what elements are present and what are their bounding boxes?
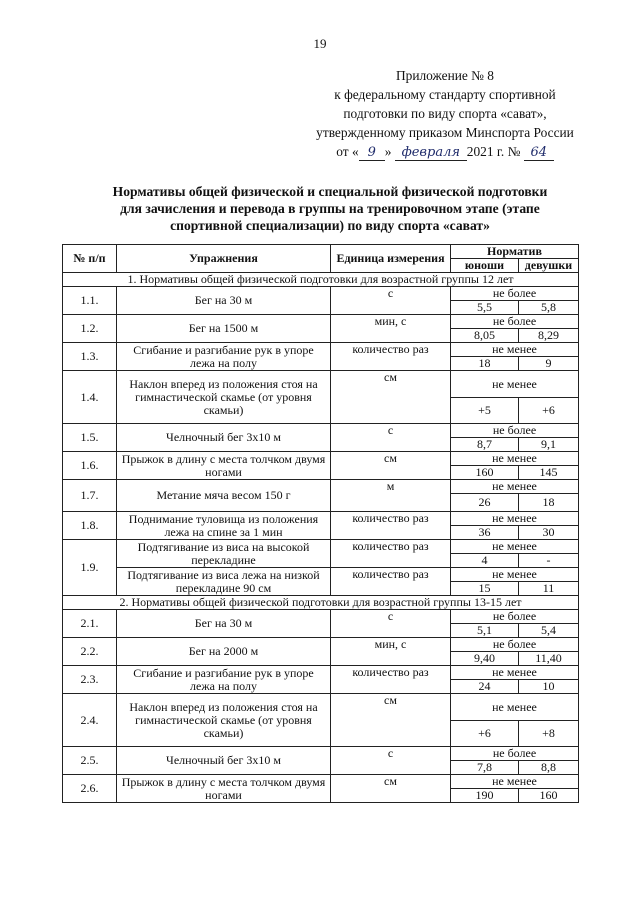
norm-value-girls: 5,4 xyxy=(519,624,579,638)
header-exercise: Упражнения xyxy=(117,245,331,273)
norm-qualifier: не более xyxy=(451,610,579,624)
unit-of-measure: см xyxy=(331,371,451,424)
norm-value-boys: +5 xyxy=(451,398,519,424)
table-row xyxy=(63,287,579,301)
title-line-2: для зачисления и перевода в группы на тренировочном этапе (этапе xyxy=(120,201,540,216)
unit-of-measure: см xyxy=(331,452,451,480)
table-row xyxy=(63,315,579,329)
norm-value-girls: 5,8 xyxy=(519,301,579,315)
unit-of-measure: количество раз xyxy=(331,666,451,694)
norm-value-girls: 160 xyxy=(519,789,579,803)
exercise-name: Бег на 30 м xyxy=(117,287,331,315)
appendix-line-4: утвержденному приказом Минспорта России xyxy=(316,125,574,140)
unit-of-measure: мин, с xyxy=(331,638,451,666)
exercise-name: Сгибание и разгибание рук в упоре лежа на полу xyxy=(117,343,331,371)
unit-of-measure: мин, с xyxy=(331,315,451,343)
exercise-name: Поднимание туловища из положения лежа на спине за 1 мин xyxy=(117,512,331,540)
exercise-name: Прыжок в длину с места толчком двумя ногами xyxy=(117,775,331,803)
row-number: 1.6. xyxy=(63,452,117,480)
unit-of-measure: см xyxy=(331,694,451,747)
appendix-line-2: к федеральному стандарту спортивной xyxy=(334,87,556,102)
handwritten-day: 9 xyxy=(359,146,385,161)
table-row xyxy=(63,343,579,357)
row-number: 1.8. xyxy=(63,512,117,540)
table-row xyxy=(63,452,579,466)
norm-value-girls: 10 xyxy=(519,680,579,694)
header-norm: Норматив xyxy=(451,245,579,259)
section-header-row xyxy=(63,273,579,287)
row-number: 1.3. xyxy=(63,343,117,371)
exercise-name: Метание мяча весом 150 г xyxy=(117,480,331,512)
row-number: 2.1. xyxy=(63,610,117,638)
norm-qualifier: не менее xyxy=(451,480,579,494)
section-header-row xyxy=(63,596,579,610)
section-title: 2. Нормативы общей физической подготовки для возрастной группы 13-15 лет xyxy=(63,596,579,610)
row-number: 2.6. xyxy=(63,775,117,803)
section-title: 1. Нормативы общей физической подготовки для возрастной группы 12 лет xyxy=(63,273,579,287)
appendix-title: Приложение № 8 xyxy=(395,68,495,83)
norm-value-boys: 26 xyxy=(451,494,519,512)
norm-value-boys: +6 xyxy=(451,721,519,747)
exercise-name: Наклон вперед из положения стоя на гимнастической скамье (от уровня скамьи) xyxy=(117,694,331,747)
norm-value-boys: 8,05 xyxy=(451,329,519,343)
table-row xyxy=(63,371,579,398)
norm-value-boys: 7,8 xyxy=(451,761,519,775)
norm-qualifier: не менее xyxy=(451,540,579,554)
exercise-name: Подтягивание из виса лежа на низкой перекладине 90 см xyxy=(117,568,331,596)
unit-of-measure: количество раз xyxy=(331,568,451,596)
header-num: № п/п xyxy=(63,245,117,273)
norm-value-boys: 24 xyxy=(451,680,519,694)
norm-qualifier: не более xyxy=(451,424,579,438)
date-prefix: от « xyxy=(336,144,359,159)
exercise-name: Бег на 2000 м xyxy=(117,638,331,666)
table-row xyxy=(63,568,579,582)
norm-qualifier: не менее xyxy=(451,512,579,526)
exercise-name: Подтягивание из виса на высокой перекладине xyxy=(117,540,331,568)
norm-qualifier: не менее xyxy=(451,666,579,680)
title-line-1: Нормативы общей физической и специальной физической подготовки xyxy=(112,184,548,199)
appendix-date-line xyxy=(280,142,610,161)
norm-value-boys: 8,7 xyxy=(451,438,519,452)
header-girls: девушки xyxy=(519,259,579,273)
row-number: 1.5. xyxy=(63,424,117,452)
table-row xyxy=(63,638,579,652)
norms-table xyxy=(62,244,579,803)
table-row xyxy=(63,512,579,526)
norm-value-boys: 18 xyxy=(451,357,519,371)
unit-of-measure: количество раз xyxy=(331,343,451,371)
handwritten-order-number: 64 xyxy=(524,146,554,161)
norm-value-girls: 9,1 xyxy=(519,438,579,452)
norm-value-girls: 11,40 xyxy=(519,652,579,666)
table-row xyxy=(63,610,579,624)
row-number: 1.1. xyxy=(63,287,117,315)
unit-of-measure: с xyxy=(331,287,451,315)
table-row xyxy=(63,694,579,721)
table-row xyxy=(63,775,579,789)
exercise-name: Прыжок в длину с места толчком двумя ногами xyxy=(117,452,331,480)
unit-of-measure: с xyxy=(331,610,451,638)
row-number: 2.3. xyxy=(63,666,117,694)
unit-of-measure: количество раз xyxy=(331,540,451,568)
norm-value-girls: 8,29 xyxy=(519,329,579,343)
title-line-3: спортивной специализации) по виду спорта «сават» xyxy=(170,218,490,233)
norm-value-girls: +8 xyxy=(519,721,579,747)
exercise-name: Наклон вперед из положения стоя на гимнастической скамье (от уровня скамьи) xyxy=(117,371,331,424)
norm-value-boys: 5,1 xyxy=(451,624,519,638)
norm-value-boys: 36 xyxy=(451,526,519,540)
norm-value-girls: 9 xyxy=(519,357,579,371)
norm-qualifier: не менее xyxy=(451,694,579,721)
norm-value-girls: 8,8 xyxy=(519,761,579,775)
header-unit: Единица измерения xyxy=(331,245,451,273)
norms-table-body xyxy=(63,273,579,803)
norm-qualifier: не более xyxy=(451,638,579,652)
norm-value-girls: 11 xyxy=(519,582,579,596)
unit-of-measure: с xyxy=(331,424,451,452)
norm-value-girls: - xyxy=(519,554,579,568)
row-number: 1.4. xyxy=(63,371,117,424)
unit-of-measure: с xyxy=(331,747,451,775)
row-number: 1.9. xyxy=(63,540,117,596)
exercise-name: Челночный бег 3х10 м xyxy=(117,747,331,775)
norm-value-boys: 190 xyxy=(451,789,519,803)
date-mid: » xyxy=(384,144,392,159)
norm-qualifier: не менее xyxy=(451,371,579,398)
table-row xyxy=(63,747,579,761)
exercise-name: Бег на 30 м xyxy=(117,610,331,638)
norm-value-boys: 15 xyxy=(451,582,519,596)
table-row xyxy=(63,424,579,438)
exercise-name: Сгибание и разгибание рук в упоре лежа на полу xyxy=(117,666,331,694)
norm-qualifier: не более xyxy=(451,315,579,329)
unit-of-measure: см xyxy=(331,775,451,803)
norm-value-girls: 145 xyxy=(519,466,579,480)
row-number: 1.7. xyxy=(63,480,117,512)
norm-qualifier: не менее xyxy=(451,343,579,357)
appendix-line-3: подготовки по виду спорта «сават», xyxy=(343,106,547,121)
norm-value-boys: 5,5 xyxy=(451,301,519,315)
norm-qualifier: не менее xyxy=(451,775,579,789)
row-number: 2.5. xyxy=(63,747,117,775)
year-text: 2021 г. № xyxy=(466,144,521,159)
row-number: 2.2. xyxy=(63,638,117,666)
document-title xyxy=(60,183,600,234)
norm-qualifier: не более xyxy=(451,747,579,761)
table-row xyxy=(63,540,579,554)
row-number: 2.4. xyxy=(63,694,117,747)
table-row xyxy=(63,480,579,494)
norm-value-girls: 30 xyxy=(519,526,579,540)
norm-value-boys: 4 xyxy=(451,554,519,568)
page-number: 19 xyxy=(313,36,327,51)
table-row xyxy=(63,666,579,680)
norm-value-girls: +6 xyxy=(519,398,579,424)
norm-qualifier: не более xyxy=(451,287,579,301)
exercise-name: Бег на 1500 м xyxy=(117,315,331,343)
norm-value-boys: 160 xyxy=(451,466,519,480)
appendix-header xyxy=(280,66,610,161)
exercise-name: Челночный бег 3х10 м xyxy=(117,424,331,452)
norm-value-girls: 18 xyxy=(519,494,579,512)
norm-value-boys: 9,40 xyxy=(451,652,519,666)
norm-qualifier: не менее xyxy=(451,452,579,466)
unit-of-measure: м xyxy=(331,480,451,512)
norm-qualifier: не менее xyxy=(451,568,579,582)
row-number: 1.2. xyxy=(63,315,117,343)
handwritten-month: февраля xyxy=(395,146,467,161)
header-boys: юноши xyxy=(451,259,519,273)
unit-of-measure: количество раз xyxy=(331,512,451,540)
